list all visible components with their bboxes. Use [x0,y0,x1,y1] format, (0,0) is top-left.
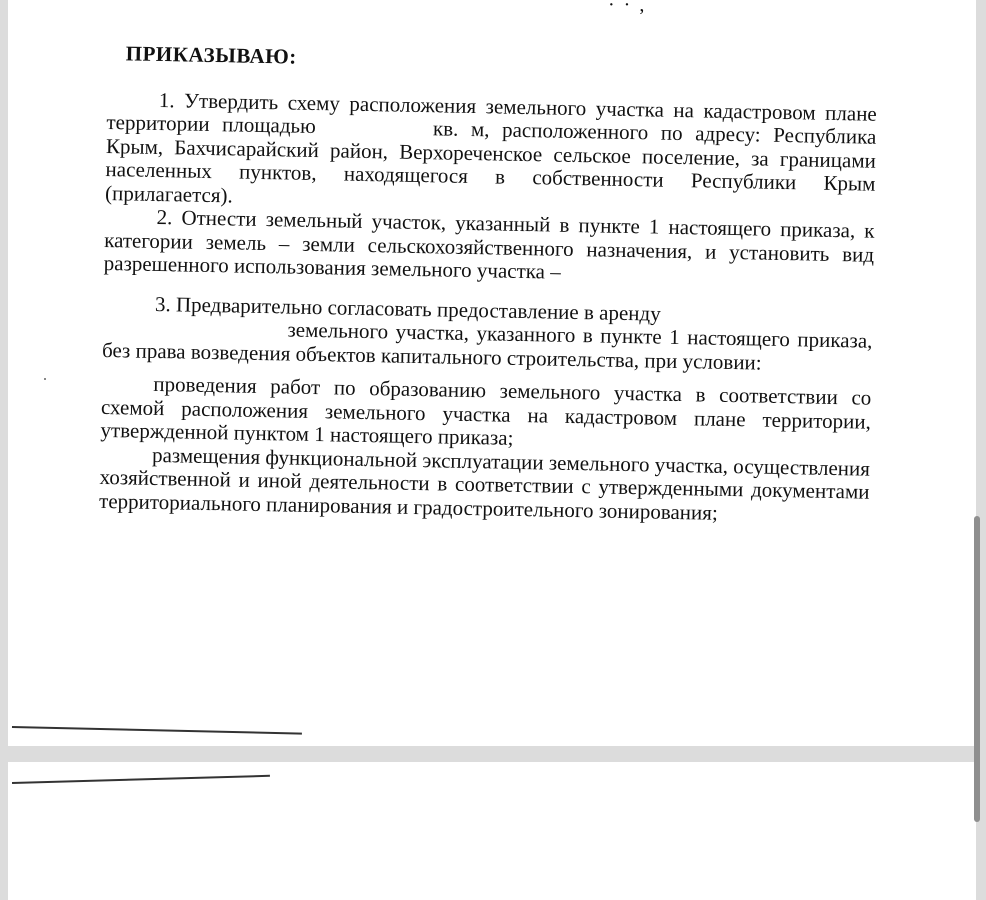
paragraph-3-start: 3. Предварительно согласовать предоставление в аренду [154,291,661,326]
paragraph-2: 2. Отнести земельный участок, указанный в пункте 1 настоящего приказа, к категории земель – земли сельскохозяйственного назначения, и установить вид разрешенного использования земельного участка – [103,204,875,284]
scan-speck [44,378,46,380]
vertical-scrollbar-thumb[interactable] [974,516,980,822]
condition-2: размещения функциональной эксплуатации земельного участка, осуществления хозяйственной и иной деятельности в соответствии с утвержденными документами территориального планирования и градостроительного зонирования; [98,442,871,525]
document-page-1 [8,0,976,746]
header-rule [12,775,270,784]
paragraph-1 [105,87,877,219]
paragraph-1-end: кв. м, расположенного по адресу: Республика Крым, Бахчисарайский район, Верхореченское сельское поселение, за границами населенных пунктов, находящегося в собственности Республики Крым (прилагается). [104,116,877,207]
condition-1: проведения работ по образованию земельного участка в соответствии со схемой расположения земельного участка на кадастровом плане территории, утвержденной пунктом 1 настоящего приказа; [100,371,872,450]
paragraph-3-end: земельного участка, указанного в пункте 1 настоящего приказа, без права возведения объектов капитального строительства, при условии: [101,317,873,375]
blank-area-field [328,133,420,135]
document-body [99,42,878,528]
document-page-2 [8,762,976,900]
paragraph-1-start: 1. Утвердить схему расположения земельного участка на кадастровом плане территории площадью [106,87,878,139]
footer-rule [12,726,302,735]
previous-text-fragment: · · , [608,0,647,16]
order-heading: ПРИКАЗЫВАЮ: [125,41,298,69]
